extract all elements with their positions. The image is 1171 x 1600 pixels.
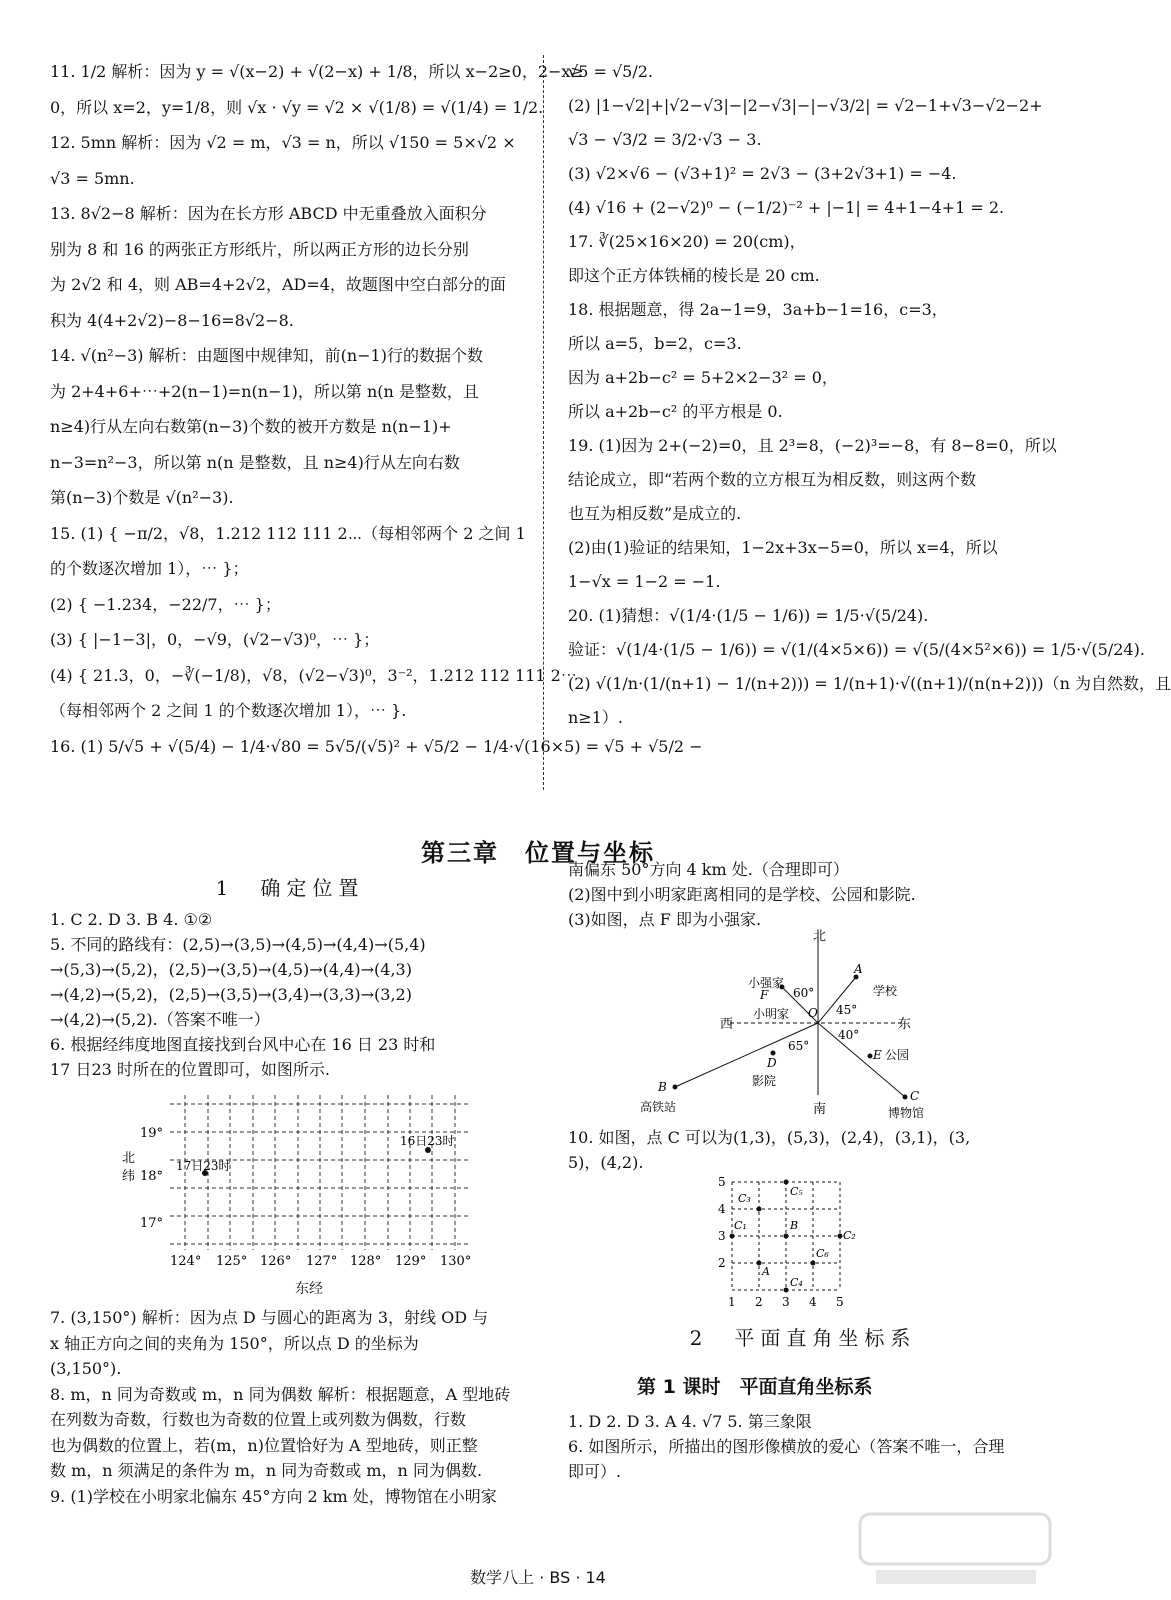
angle-45: 45° (836, 1003, 858, 1017)
chapter-title: 第三章 位置与坐标 (421, 839, 655, 867)
angle-40: 40° (838, 1028, 860, 1042)
left_bottom2-line: 7. (3,150°) 解析：因为点 D 与圆心的距离为 3，射线 OD 与 (50, 1308, 489, 1327)
lat-18: 18° (140, 1169, 164, 1184)
museum-label: 博物馆 (888, 1106, 925, 1120)
left_bottom2-line: 在列数为奇数，行数也为奇数的位置上或列数为偶数，行数 (50, 1410, 467, 1429)
label-17-23: 17日23时 (176, 1159, 231, 1173)
xiaoming-label: 小明家 (753, 1007, 790, 1021)
grid-y5: 5 (718, 1175, 726, 1189)
right_top-line: 所以 a=5，b=2，c=3. (568, 334, 742, 353)
east-lon-label: 东经 (295, 1281, 323, 1297)
point-O-label: O (808, 1006, 818, 1020)
right_bottom3-line: 1. D 2. D 3. A 4. √7 5. 第三象限 (568, 1412, 812, 1431)
xiaoqiang-label: 小强家 (748, 976, 785, 990)
right_top-line: (2)由(1)验证的结果知，1−2x+3x−5=0，所以 x=4，所以 (568, 538, 998, 557)
point-B-label: B (658, 1080, 667, 1094)
left_top-line: （每相邻两个 2 之间 1 的个数逐次增加 1），⋯ }. (50, 701, 407, 720)
right_top-line: 所以 a+2b−c² 的平方根是 0. (568, 402, 783, 421)
cinema-label: 影院 (752, 1074, 777, 1088)
lon-130: 130° (440, 1254, 472, 1269)
left_bottom-line: 6. 根据经纬度地图直接找到台风中心在 16 日 23 时和 (50, 1035, 436, 1054)
right_bottom2-line: 10. 如图，点 C 可以为(1,3)，(5,3)，(2,4)，(3,1)，(3, (568, 1128, 971, 1147)
right_top-line: (4) √16 + (2−√2)⁰ − (−1/2)⁻² + |−1| = 4+1−4+1 = 2. (568, 198, 1005, 217)
left_bottom-line: 1. C 2. D 3. B 4. ①② (50, 910, 213, 929)
right_top-line: (3) √2×√6 − (√3+1)² = 2√3 − (3+2√3+1) = −4. (568, 164, 957, 183)
right_bottom3-line: 6. 如图所示，所描出的图形像横放的爱心（答案不唯一，合理 (568, 1437, 1005, 1456)
lon-124: 124° (170, 1254, 202, 1269)
right_top-line: (2) |1−√2|+|√2−√3|−|2−√3|−|−√3/2| = √2−1+√3−√2−2+ (568, 96, 1043, 115)
left_top-line: n≥4)行从左向右数第(n−3)个数的被开方数是 n(n−1)+ (50, 417, 452, 436)
right_top-line: 也互为相反数”是成立的. (568, 504, 742, 523)
grid-pt-c4: C₄ (790, 1276, 803, 1289)
south-label: 南 (813, 1102, 827, 1117)
grid-pt-a: A (762, 1265, 770, 1278)
section2-title: 2 平面直角坐标系 (689, 1326, 917, 1350)
left_bottom-line: →(4,2)→(5,2)，(2,5)→(3,5)→(3,4)→(3,3)→(3,2) (50, 985, 412, 1004)
grid-x4: 4 (809, 1295, 817, 1309)
lon-126: 126° (260, 1254, 292, 1269)
watermark-logo (856, 1508, 1056, 1588)
lon-128: 128° (350, 1254, 382, 1269)
left_bottom-line: →(4,2)→(5,2).（答案不唯一） (50, 1010, 270, 1029)
right_bottom-line: (2)图中到小明家距离相同的是学校、公园和影院. (568, 885, 916, 904)
right_top-line: n≥1）. (568, 708, 623, 727)
left_bottom2-line: 9. (1)学校在小明家北偏东 45°方向 2 km 处，博物馆在小明家 (50, 1486, 497, 1506)
north-lat-label-2: 纬 (122, 1169, 136, 1184)
left_top-line: (2) { −1.234，−22/7，⋯ }； (50, 594, 281, 614)
right_top-line: 18. 根据题意，得 2a−1=9，3a+b−1=16，c=3， (568, 300, 948, 319)
grid-x3: 3 (782, 1295, 790, 1309)
point-E-label: E (873, 1048, 882, 1062)
right_top-line: 即这个正方体铁桶的棱长是 20 cm. (568, 266, 820, 285)
left_top-line: 11. 1/2 解析：因为 y = √(x−2) + √(2−x) + 1/8，所以 x−2≥0，2−x≥ (50, 62, 584, 81)
right_top-line: 20. (1)猜想：√(1/4·(1/5 − 1/6)) = 1/5·√(5/24). (568, 606, 929, 625)
lat-19: 19° (140, 1126, 164, 1141)
grid-y4: 4 (718, 1202, 726, 1216)
left_bottom-line: 17 日23 时所在的位置即可，如图所示. (50, 1060, 330, 1079)
left_top-line: (3) { |−1−3|，0，−√9，(√2−√3)⁰，⋯ }； (50, 630, 380, 649)
lon-129: 129° (395, 1254, 427, 1269)
left_top-line: 13. 8√2−8 解析：因为在长方形 ABCD 中无重叠放入面积分 (50, 204, 487, 223)
west-label: 西 (720, 1017, 734, 1032)
section1-title: 1 确定位置 (215, 876, 365, 900)
left_bottom2-line: (3,150°). (50, 1359, 122, 1378)
lon-125: 125° (216, 1254, 248, 1269)
grid-y3: 3 (718, 1229, 726, 1243)
right_top-line: √5 = √5/2. (568, 62, 653, 81)
left_top-line: 16. (1) 5/√5 + √(5/4) − 1/4·√80 = 5√5/(√5)² + √5/2 − 1/4·√(16×5) = √5 + √5/2 − (50, 736, 703, 756)
left_top-line: 为 2+4+6+⋯+2(n−1)=n(n−1)，所以第 n(n 是整数，且 (50, 381, 479, 401)
left_top-line: 12. 5mn 解析：因为 √2 = m，√3 = n，所以 √150 = 5×√2 × (50, 133, 516, 152)
right_bottom-line: (3)如图，点 F 即为小强家. (568, 910, 762, 929)
page-footer: 数学八上 · BS · 14 (470, 1568, 606, 1587)
left_top-line: 的个数逐次增加 1），⋯ }； (50, 559, 249, 578)
right_bottom-line: 南偏东 50°方向 4 km 处.（合理即可） (568, 860, 849, 879)
point-C-label: C (910, 1089, 920, 1103)
left_top-line: 0，所以 x=2，y=1/8，则 √x · √y = √2 × √(1/8) = √(1/4) = 1/2. (50, 97, 544, 117)
lesson-title: 第 1 课时 平面直角坐标系 (637, 1376, 873, 1398)
right_top-line: 因为 a+2b−c² = 5+2×2−3² = 0， (568, 368, 838, 387)
left_top-line: 别为 8 和 16 的两张正方形纸片，所以两正方形的边长分别 (50, 239, 469, 259)
east-label: 东 (898, 1017, 912, 1032)
angle-60: 60° (793, 986, 815, 1000)
point-F-label: F (760, 988, 769, 1002)
point-D-label: D (767, 1056, 777, 1070)
grid-x1: 1 (728, 1295, 736, 1309)
left_top-line: √3 = 5mn. (50, 168, 135, 188)
grid-pt-c2: C₂ (843, 1229, 856, 1242)
grid-y2: 2 (718, 1256, 726, 1270)
right_top-line: 17. ∛(25×16×20) = 20(cm)， (568, 232, 806, 251)
north-label: 北 (813, 929, 827, 944)
school-label: 学校 (873, 984, 898, 998)
left_bottom-line: →(5,3)→(5,2)，(2,5)→(3,5)→(4,5)→(4,4)→(4,3) (50, 960, 412, 979)
left_top-line: 为 2√2 和 4，则 AB=4+2√2，AD=4，故题图中空白部分的面 (50, 275, 506, 294)
grid-x5: 5 (836, 1295, 844, 1309)
right_top-line: √3 − √3/2 = 3/2·√3 − 3. (568, 130, 762, 149)
compass-figure (630, 925, 950, 1130)
left_bottom2-line: 8. m，n 同为奇数或 m，n 同为偶数 解析：根据题意，A 型地砖 (50, 1384, 511, 1404)
angle-65: 65° (788, 1039, 810, 1053)
typhoon-map-figure (110, 1090, 480, 1275)
left_top-line: 14. √(n²−3) 解析：由题图中规律知，前(n−1)行的数据个数 (50, 346, 483, 365)
right_top-line: 19. (1)因为 2+(−2)=0，且 2³=8，(−2)³=−8，有 8−8=0，所以 (568, 436, 1057, 455)
right_top-line: (2) √(1/n·(1/(n+1) − 1/(n+2))) = 1/(n+1)·√((n+1)/(n(n+2)))（n 为自然数，且 (568, 674, 1171, 693)
label-16-23: 16日23时 (400, 1134, 455, 1148)
park-label: 公园 (885, 1048, 910, 1062)
grid-pt-c5: C₅ (790, 1185, 803, 1198)
left_bottom2-line: 数 m，n 须满足的条件为 m，n 同为奇数或 m，n 同为偶数. (50, 1461, 483, 1480)
grid-figure (710, 1172, 860, 1312)
station-label: 高铁站 (640, 1100, 677, 1114)
right_bottom2-line: 5)，(4,2). (568, 1153, 644, 1172)
right_top-line: 1−√x = 1−2 = −1. (568, 572, 721, 591)
grid-pt-c1: C₁ (734, 1219, 747, 1232)
left_top-line: 积为 4(4+2√2)−8−16=8√2−8. (50, 310, 294, 330)
grid-x2: 2 (755, 1295, 763, 1309)
left_top-line: 15. (1) { −π/2，√8，1.212 112 111 2⋯（每相邻两个 2 之间 1 (50, 523, 526, 543)
grid-pt-b: B (790, 1219, 799, 1232)
grid-pt-c3: C₃ (738, 1192, 751, 1205)
right_bottom3-line: 即可）. (568, 1462, 622, 1481)
left_top-line: n−3=n²−3，所以第 n(n 是整数，且 n≥4)行从左向右数 (50, 452, 460, 472)
right_top-line: 结论成立，即“若两个数的立方根互为相反数，则这两个数 (568, 470, 977, 489)
right_top-line: 验证：√(1/4·(1/5 − 1/6)) = √(1/(4×5×6)) = √(5/(4×5²×6)) = 1/5·√(5/24). (568, 640, 1145, 659)
north-lat-label-1: 北 (122, 1151, 136, 1166)
lon-127: 127° (306, 1254, 338, 1269)
left_bottom2-line: x 轴正方向之间的夹角为 150°，所以点 D 的坐标为 (50, 1333, 419, 1353)
left_bottom-line: 5. 不同的路线有：(2,5)→(3,5)→(4,5)→(4,4)→(5,4) (50, 935, 426, 954)
left_bottom2-line: 也为偶数的位置上，若(m，n)位置恰好为 A 型地砖，则正整 (50, 1435, 478, 1455)
left_top-line: (4) { 21.3，0，−∛(−1/8)，√8，(√2−√3)⁰，3⁻²，1.212 112 111 2⋯ (50, 665, 577, 685)
left_top-line: 第(n−3)个数是 √(n²−3). (50, 488, 234, 507)
lat-17: 17° (140, 1216, 164, 1231)
point-A-label: A (854, 962, 863, 976)
grid-pt-c6: C₆ (816, 1247, 829, 1260)
